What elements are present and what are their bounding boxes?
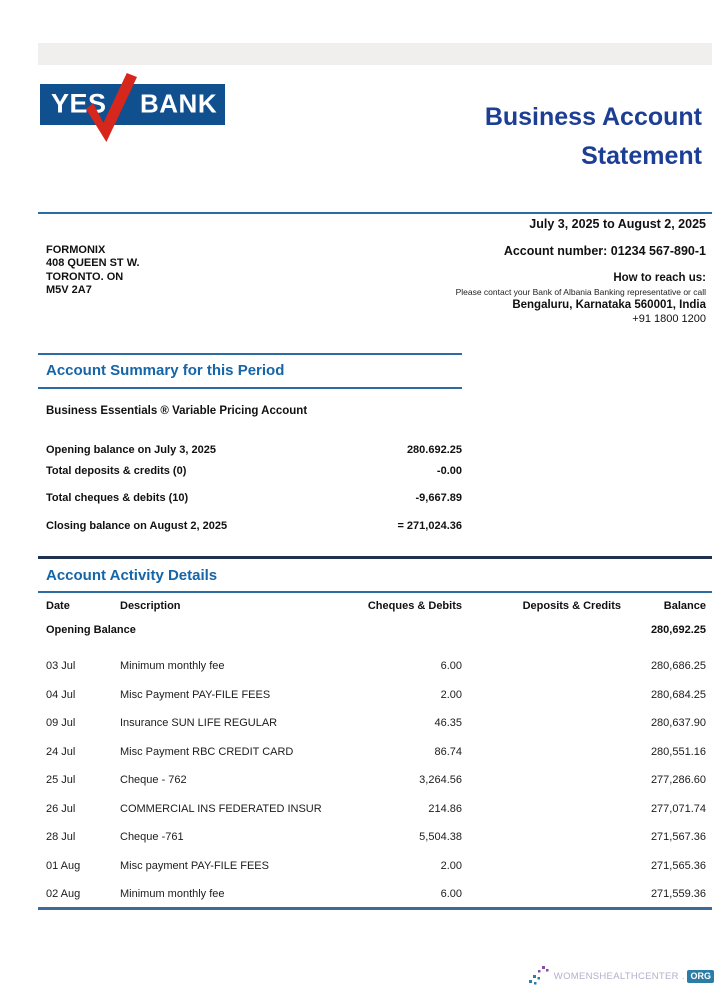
- summary-value: 280.692.25: [406, 444, 462, 456]
- divider-top: [38, 212, 712, 214]
- cell-debit: 5,504.38: [419, 831, 462, 844]
- customer-address-line2: TORONTO. ON: [46, 270, 124, 283]
- table-row: [46, 823, 706, 852]
- cell-date: 04 Jul: [46, 688, 76, 701]
- footer-watermark[interactable]: [529, 966, 714, 986]
- cell-debit: 214.86: [428, 802, 462, 815]
- cell-debit: 2.00: [440, 688, 462, 701]
- contact-line1: Please contact your Bank of Albania Banking representative or call: [455, 287, 706, 297]
- cell-date: 09 Jul: [46, 717, 76, 730]
- cell-description: Minimum monthly fee: [120, 660, 225, 673]
- summary-row: [46, 444, 462, 458]
- col-header-description: Description: [120, 600, 181, 612]
- table-row: [46, 709, 706, 738]
- cell-date: 03 Jul: [46, 660, 76, 673]
- table-row: [46, 880, 706, 909]
- opening-balance-value: 280,692.25: [650, 624, 706, 636]
- cell-description: Minimum monthly fee: [120, 888, 225, 901]
- cell-description: COMMERCIAL INS FEDERATED INSUR: [120, 802, 322, 815]
- customer-address-block: [46, 244, 140, 297]
- col-header-debits: Cheques & Debits: [367, 600, 462, 612]
- table-row: [46, 738, 706, 767]
- summary-heading: Account Summary for this Period: [46, 362, 285, 379]
- account-number: Account number: 01234 567-890-1: [503, 244, 706, 258]
- cell-debit: 3,264.56: [419, 774, 462, 787]
- summary-row: [46, 465, 462, 479]
- cell-description: Cheque - 762: [120, 774, 187, 787]
- cell-description: Cheque -761: [120, 831, 184, 844]
- cell-balance: 280,637.90: [650, 717, 706, 730]
- divider-bottom: [38, 907, 712, 910]
- table-row: [46, 652, 706, 681]
- table-row: [46, 681, 706, 710]
- summary-label: Total cheques & debits (10): [46, 492, 189, 504]
- summary-label: Total deposits & credits (0): [46, 465, 187, 477]
- cell-balance: 271,559.36: [650, 888, 706, 901]
- cell-debit: 2.00: [440, 859, 462, 872]
- cell-date: 24 Jul: [46, 745, 76, 758]
- cell-date: 02 Aug: [46, 888, 81, 901]
- cell-date: 25 Jul: [46, 774, 76, 787]
- activity-heading: Account Activity Details: [46, 567, 218, 584]
- product-name: Business Essentials ® Variable Pricing Account: [46, 405, 308, 417]
- cell-description: Misc Payment PAY-FILE FEES: [120, 688, 271, 701]
- dots-arc-icon: [529, 966, 551, 986]
- summary-rule-top: [38, 353, 462, 355]
- cell-balance: 280,551.16: [650, 745, 706, 758]
- activity-table-header: [46, 600, 706, 612]
- col-header-credits: Deposits & Credits: [522, 600, 621, 612]
- cell-balance: 277,071.74: [650, 802, 706, 815]
- cell-balance: 280,684.25: [650, 688, 706, 701]
- summary-row: [46, 520, 462, 534]
- top-gray-bar: [38, 43, 712, 65]
- document-title-line2: Statement: [581, 142, 702, 170]
- statement-period: July 3, 2025 to August 2, 2025: [529, 217, 706, 231]
- activity-rule-under-heading: [38, 591, 712, 593]
- cell-balance: 280,686.25: [650, 660, 706, 673]
- summary-value: -9,667.89: [415, 492, 462, 504]
- document-title: [300, 98, 702, 176]
- opening-balance-label: Opening Balance: [46, 624, 136, 636]
- checkmark-icon: [86, 73, 137, 142]
- yes-bank-logo: [40, 84, 225, 125]
- activity-rule-top: [38, 556, 712, 559]
- opening-balance-row: [46, 624, 706, 636]
- summary-label: Closing balance on August 2, 2025: [46, 520, 228, 532]
- cell-description: Misc Payment RBC CREDIT CARD: [120, 745, 294, 758]
- contact-block: [456, 271, 706, 326]
- col-header-balance: Balance: [663, 600, 706, 612]
- contact-heading: How to reach us:: [613, 272, 706, 284]
- footer-brand-text: WOMENSHEALTHCENTER: [553, 970, 679, 982]
- contact-phone: +91 1800 1200: [632, 313, 706, 325]
- cell-debit: 6.00: [440, 888, 462, 901]
- customer-address-line1: 408 QUEEN ST W.: [46, 257, 140, 270]
- customer-name: FORMONIX: [46, 244, 106, 256]
- summary-value: = 271,024.36: [397, 520, 462, 532]
- cell-date: 28 Jul: [46, 831, 76, 844]
- footer-org-badge: ORG: [687, 970, 714, 983]
- contact-line2: Bengaluru, Karnataka 560001, India: [512, 299, 706, 311]
- cell-description: Insurance SUN LIFE REGULAR: [120, 717, 278, 730]
- cell-balance: 277,286.60: [650, 774, 706, 787]
- summary-value: -0.00: [436, 465, 462, 477]
- cell-date: 01 Aug: [46, 859, 81, 872]
- summary-label: Opening balance on July 3, 2025: [46, 444, 216, 456]
- logo-word-bank: BANK: [140, 87, 218, 118]
- summary-rule-bottom: [38, 387, 462, 389]
- document-title-line1: Business Account: [484, 103, 702, 131]
- cell-balance: 271,567.36: [650, 831, 706, 844]
- customer-address-line3: M5V 2A7: [46, 283, 92, 296]
- footer-brand-separator: .: [681, 970, 685, 982]
- logo-word-yes: YES: [51, 87, 107, 118]
- cell-balance: 271,565.36: [650, 859, 706, 872]
- cell-description: Misc payment PAY-FILE FEES: [120, 859, 269, 872]
- cell-date: 26 Jul: [46, 802, 76, 815]
- table-row: [46, 766, 706, 795]
- table-row: [46, 795, 706, 824]
- cell-debit: 6.00: [440, 660, 462, 673]
- activity-table-body: [46, 652, 706, 909]
- cell-debit: 46.35: [434, 717, 462, 730]
- col-header-date: Date: [46, 600, 70, 612]
- summary-row: [46, 492, 462, 506]
- cell-debit: 86.74: [434, 745, 462, 758]
- table-row: [46, 852, 706, 881]
